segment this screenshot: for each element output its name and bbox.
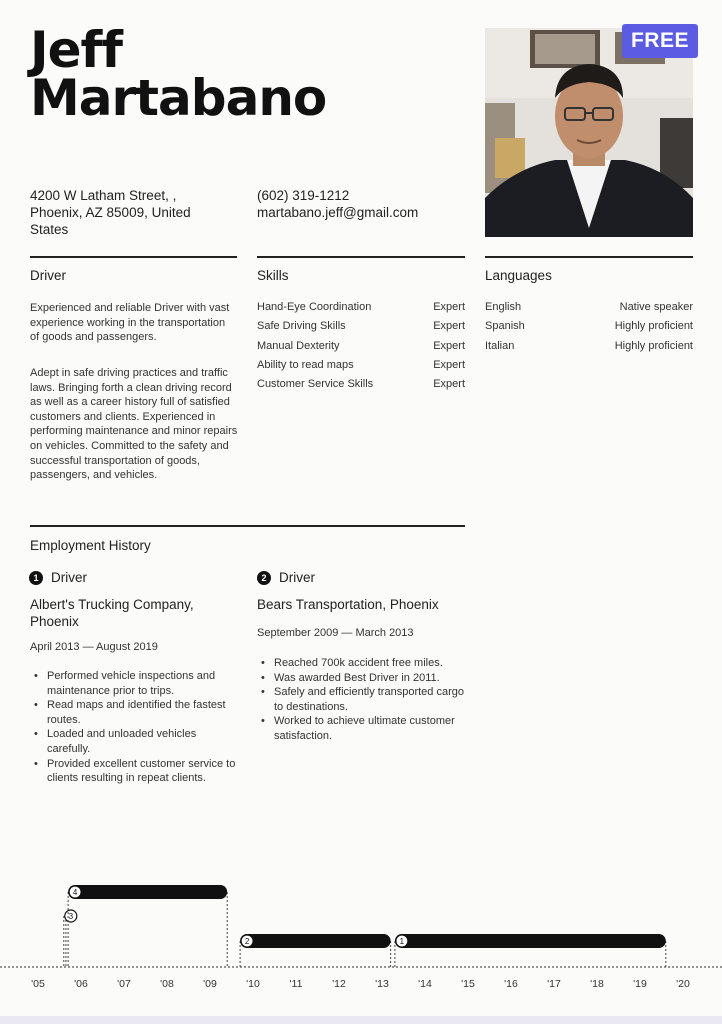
language-level: Highly proficient: [614, 340, 693, 352]
divider-languages: [485, 256, 693, 258]
skill-row: [257, 359, 465, 371]
skill-name: Safe Driving Skills: [257, 320, 346, 332]
last-name: Martabano: [30, 69, 327, 127]
job-dates: September 2009 — March 2013: [257, 627, 414, 639]
employment-timeline: [0, 870, 722, 1010]
list-item: • Reached 700k accident free miles.: [257, 656, 465, 671]
skill-level: Expert: [433, 378, 465, 390]
skill-row: [257, 320, 465, 332]
timeline-year-label: '18: [590, 978, 604, 990]
timeline-year-label: '09: [203, 978, 217, 990]
timeline-bar-label: 3: [68, 912, 74, 922]
skill-row: [257, 340, 465, 352]
skill-level: Expert: [433, 359, 465, 371]
language-level: Highly proficient: [614, 320, 693, 332]
list-item: • Safely and efficiently transported cargo to destinations.: [257, 685, 465, 714]
timeline-year-label: '16: [504, 978, 518, 990]
timeline-year-label: '14: [418, 978, 432, 990]
skill-name: Customer Service Skills: [257, 378, 374, 390]
skill-name: Ability to read maps: [257, 359, 354, 371]
skill-level: Expert: [433, 301, 465, 313]
language-row: [485, 320, 693, 332]
profile-summary: Experienced and reliable Driver with vast experience working in the transportation of goods and passengers.: [30, 302, 230, 344]
timeline-year-label: '20: [676, 978, 690, 990]
skill-level: Expert: [433, 340, 465, 352]
skill-level: Expert: [433, 320, 465, 332]
skill-name: Hand-Eye Coordination: [257, 301, 372, 313]
language-name: English: [485, 301, 522, 313]
contact-address: 4200 W Latham Street, , Phoenix, AZ 85009, United States: [30, 188, 191, 237]
skills-title: Skills: [257, 268, 289, 283]
list-item: • Loaded and unloaded vehicles carefully.: [30, 727, 238, 756]
list-item: • Worked to achieve ultimate customer satisfaction.: [257, 714, 465, 743]
contact-email: martabano.jeff@gmail.com: [257, 205, 419, 220]
timeline-bar-label: 2: [244, 937, 250, 947]
language-name: Spanish: [485, 320, 525, 332]
skill-name: Manual Dexterity: [257, 340, 340, 352]
timeline-year-label: '11: [289, 978, 303, 990]
list-item: • Read maps and identified the fastest routes.: [30, 698, 238, 727]
candidate-name: [30, 21, 327, 127]
timeline-bar-label: 4: [72, 888, 78, 898]
contact-phone: (602) 319-1212: [257, 188, 350, 203]
list-item: • Was awarded Best Driver in 2011.: [257, 671, 465, 686]
job-dates: April 2013 — August 2019: [30, 641, 158, 653]
timeline-year-label: '15: [461, 978, 475, 990]
skill-row: [257, 378, 465, 390]
job-role: Driver: [51, 570, 87, 585]
list-item: • Provided excellent customer service to clients resulting in repeat clients.: [30, 757, 238, 786]
timeline-bar-label: 1: [399, 937, 405, 947]
free-badge[interactable]: FREE: [622, 24, 698, 58]
profile-photo: [485, 28, 693, 237]
divider-employment: [30, 525, 465, 527]
timeline-bar: [240, 934, 391, 948]
timeline-year-label: '07: [117, 978, 131, 990]
list-item: • Performed vehicle inspections and maintenance prior to trips.: [30, 669, 238, 698]
timeline-year-label: '08: [160, 978, 174, 990]
timeline-year-label: '12: [332, 978, 346, 990]
job-role: Driver: [279, 570, 315, 585]
job-company: Bears Transportation, Phoenix: [257, 597, 439, 612]
language-level: Native speaker: [619, 301, 693, 313]
timeline-year-label: '17: [547, 978, 561, 990]
profile-title: Driver: [30, 268, 66, 283]
language-row: [485, 340, 693, 352]
timeline-bar: [395, 934, 666, 948]
languages-title: Languages: [485, 268, 552, 283]
job-2-heading: [257, 570, 315, 585]
language-name: Italian: [485, 340, 515, 352]
divider-skills: [257, 256, 465, 258]
timeline-bar: [68, 885, 227, 899]
timeline-year-label: '13: [375, 978, 389, 990]
profile-details: Adept in safe driving practices and traffic laws. Bringing forth a clean driving record as well as a career history full of satisfied customers and clients. Experienced in performing maintenance and minor repairs on vehicles. Committed to the safety and successful transportation of goods, passengers, and vehicles.: [30, 367, 238, 482]
first-name: Jeff: [30, 21, 123, 79]
timeline-year-label: '06: [74, 978, 88, 990]
job-number-badge: 1: [29, 571, 43, 585]
divider-profile: [30, 256, 237, 258]
job-2-duties: [257, 656, 465, 744]
skill-row: [257, 301, 465, 313]
job-company: Albert's Trucking Company, Phoenix: [30, 597, 194, 629]
timeline-year-label: '05: [31, 978, 45, 990]
timeline-year-label: '10: [246, 978, 260, 990]
language-row: [485, 301, 693, 313]
timeline-year-label: '19: [633, 978, 647, 990]
employment-title: Employment History: [30, 538, 151, 553]
job-number-badge: 2: [257, 571, 271, 585]
job-1-duties: [30, 669, 238, 786]
portrait-image: [485, 28, 693, 237]
job-1-heading: [29, 570, 87, 585]
